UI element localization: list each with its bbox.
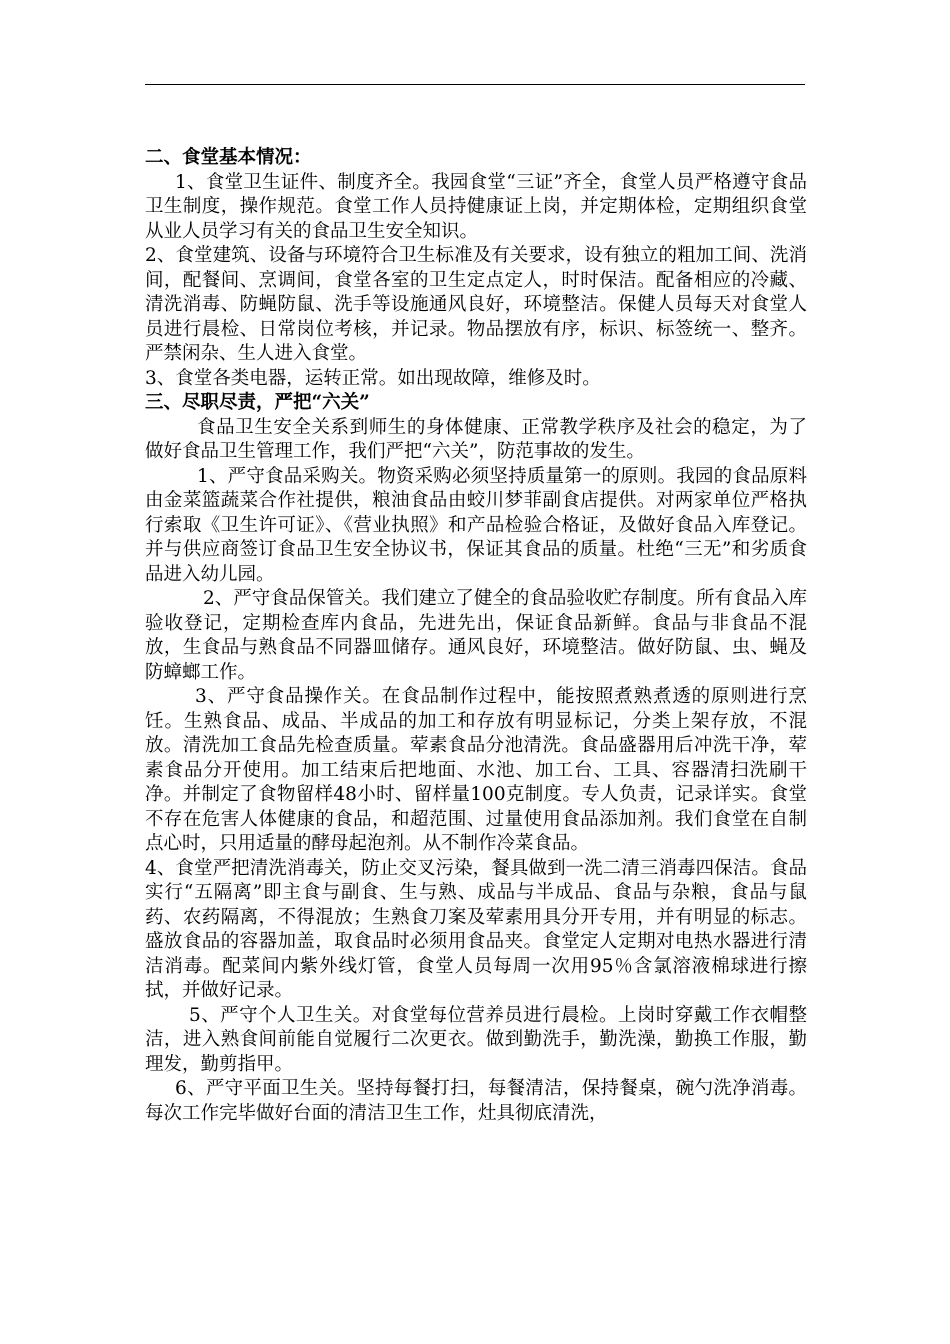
header-rule <box>145 84 805 85</box>
document-body <box>145 146 807 1126</box>
section-3-item-5: 5、严守个人卫生关。对食堂每位营养员进行晨检。上岗时穿戴工作衣帽整洁，进入熟食间前能自觉履行二次更衣。做到勤洗手，勤洗澡，勤换工作服，勤理发，勤剪指甲。 <box>145 1004 807 1075</box>
section-2-paragraph-1: 1、食堂卫生证件、制度齐全。我园食堂“三证”齐全，食堂人员严格遵守食品卫生制度，操作规范。食堂工作人员持健康证上岗，并定期体检，定期组织食堂从业人员学习有关的食品卫生安全知识。 <box>145 171 807 242</box>
section-3-intro: 食品卫生安全关系到师生的身体健康、正常教学秩序及社会的稳定，为了做好食品卫生管理工作，我们严把“六关”，防范事故的发生。 <box>145 416 807 462</box>
section-2-heading: 二、食堂基本情况： <box>145 147 312 168</box>
section-3-item-6: 6、严守平面卫生关。坚持每餐打扫，每餐清洁，保持餐桌，碗勺洗净消毒。每次工作完毕做好台面的清洁卫生工作，灶具彻底清洗， <box>145 1078 807 1124</box>
section-3-item-4: 4、食堂严把清洗消毒关，防止交叉污染，餐具做到一洗二清三消毒四保洁。食品实行“五隔离”即主食与副食、生与熟、成品与半成品、食品与杂粮，食品与鼠药、农药隔离，不得混放；生熟食刀案及荤素用具分开专用，并有明显的标志。盛放食品的容器加盖，取食品时必须用食品夹。食堂定人定期对电热水器进行清洁消毒。配菜间内紫外线灯管，食堂人员每周一次用95％含氯溶液棉球进行擦拭，并做好记录。 <box>145 857 807 1001</box>
section-3-item-2: 2、严守食品保管关。我们建立了健全的食品验收贮存制度。所有食品入库验收登记，定期检查库内食品，先进先出，保证食品新鲜。食品与非食品不混放，生食品与熟食品不同器皿储存。通风良好，环境整洁。做好防鼠、虫、蝇及防蟑螂工作。 <box>145 588 807 683</box>
section-3-item-1: 1、严守食品采购关。物资采购必须坚持质量第一的原则。我园的食品原料由金菜篮蔬菜合作社提供，粮油食品由蛟川梦菲副食店提供。对两家单位严格执行索取《卫生许可证》、《营业执照》和产品检验合格证，及做好食品入库登记。并与供应商签订食品卫生安全协议书，保证其食品的质量。杜绝“三无”和劣质食品进入幼儿园。 <box>145 465 807 585</box>
section-3-heading: 三、尽职尽责，严把“六关” <box>145 392 370 413</box>
section-2-paragraph-2: 2、食堂建筑、设备与环境符合卫生标准及有关要求，设有独立的粗加工间、洗消间，配餐间、烹调间，食堂各室的卫生定点定人，时时保洁。配备相应的冷藏、清洗消毒、防蝇防鼠、洗手等设施通风良好，环境整洁。保健人员每天对食堂人员进行晨检、日常岗位考核，并记录。物品摆放有序，标识、标签统一、整齐。严禁闲杂、生人进入食堂。 <box>145 245 807 364</box>
section-3-item-3: 3、严守食品操作关。在食品制作过程中，能按照煮熟煮透的原则进行烹饪。生熟食品、成品、半成品的加工和存放有明显标记，分类上架存放，不混放。清洗加工食品先检查质量。荤素食品分池清洗。食品盛器用后冲洗干净，荤素食品分开使用。加工结束后把地面、水池、加工台、工具、容器清扫洗刷干净。并制定了食物留样48小时、留样量100克制度。专人负责，记录详实。食堂不存在危害人体健康的食品，和超范围、过量使用食品添加剂。我们食堂在自制点心时，只用适量的酵母起泡剂。从不制作冷菜食品。 <box>145 686 807 854</box>
section-2-paragraph-3: 3、食堂各类电器，运转正常。如出现故障，维修及时。 <box>145 367 601 389</box>
